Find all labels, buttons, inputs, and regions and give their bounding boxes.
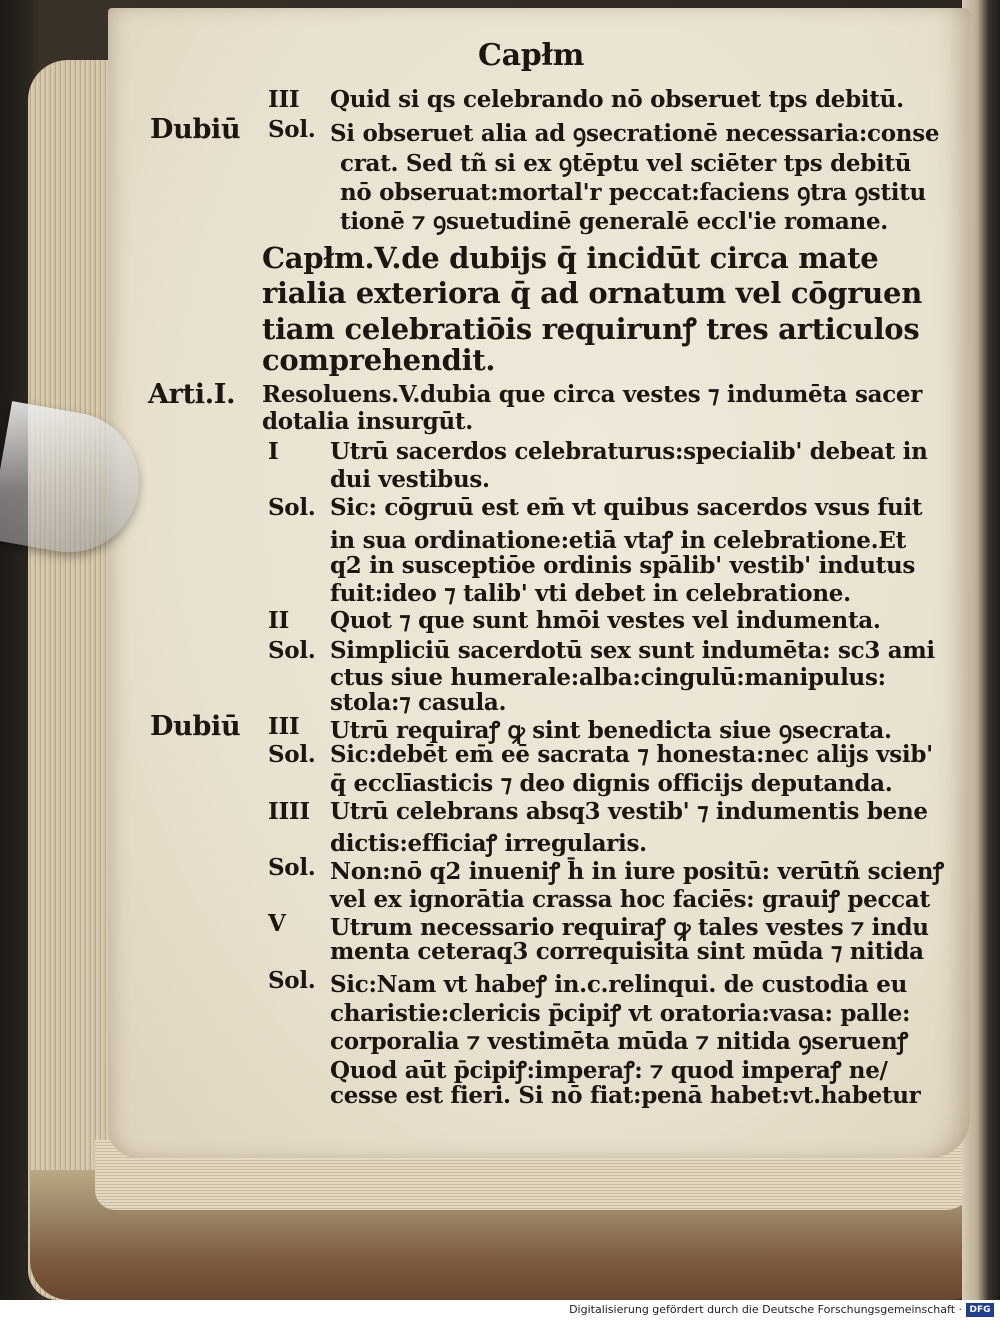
chapter-heading-line: comprehendit. (262, 343, 496, 377)
text-line: Utrū celebrans absq3 vestib' ⁊ indumentis bene (330, 798, 928, 825)
text-line: corporalia ⁊ vestimēta mūda ⁊ nitida ꝯseruenꝭ (330, 1028, 908, 1055)
footer-credit: Digitalisierung gefördert durch die Deutsche Forschungsgemeinschaft · (569, 1303, 962, 1316)
text-line: crat. Sed tñ si ex ꝯtēptu vel sciēter tps debitū (340, 150, 912, 177)
chapter-heading-line: Capłm.V.de dubijs q̄ incidūt circa mate (262, 241, 879, 275)
text-line: fuit:ideo ⁊ talib' vti debet in celebratione. (330, 580, 851, 607)
text-line: q2 in susceptiōe ordinis spālib' vestib' indutus (330, 552, 916, 579)
dfg-logo: DFG (966, 1303, 994, 1317)
footer-bar (0, 1300, 1000, 1321)
margin-note: Arti.I. (148, 379, 236, 410)
margin-note: Dubiū (150, 114, 241, 145)
text-line: in sua ordinatione:etiā vtaꝭ in celebratione.Et (330, 527, 906, 554)
text-line: cesse est fieri. Si nō fiat:penā habet:vt.habetur (330, 1082, 921, 1109)
line-number: V (268, 910, 286, 937)
text-line: Sic:debēt em̄ eē sacrata ⁊ honesta:nec alijs vsib' (330, 741, 933, 768)
text-line: Si obseruet alia ad ꝯsecrationē necessaria:conse (330, 120, 940, 147)
text-line: dotalia insurgūt. (262, 408, 473, 435)
text-line: Utrum necessario requiraꝭ ꝙ tales vestes ⁊ indu (330, 914, 929, 941)
chapter-heading-line: rialia exteriora q̄ ad ornatum vel cōgruen (262, 276, 922, 310)
margin-note: Dubiū (150, 711, 241, 742)
line-number: III (268, 86, 300, 113)
text-line: Utrū sacerdos celebraturus:specialib' debeat in (330, 438, 928, 465)
text-line: q̄ ecclīasticis ⁊ deo dignis officijs deputanda. (330, 770, 893, 797)
text-line: Non:nō q2 inueniꝭ h̄ in iure positū: verūtñ scienꝭ (330, 858, 944, 885)
line-number: IIII (268, 798, 310, 825)
text-line: vel ex ignorātia crassa hoc faciēs: grauiꝭ peccat (330, 886, 930, 913)
text-line: Utrū requiraꝭ ꝙ sint benedicta siue ꝯsecrata. (330, 717, 892, 744)
text-line: Sic: cōgruū est em̄ vt quibus sacerdos vsus fuit (330, 494, 923, 521)
text-line: charistie:clericis p̄cipiꝭ vt oratoria:vasa: palle: (330, 1000, 911, 1027)
text-line: menta ceteraq3 correquisita sint mūda ⁊ nitida (330, 938, 924, 965)
text-line: dictis:efficiaꝭ irregularis. (330, 830, 647, 857)
text-line: stola:⁊ casula. (330, 689, 507, 716)
running-head: Capłm (478, 38, 585, 73)
chapter-heading-line: tiam celebratiōis requirunꝭ tres articulos (262, 312, 920, 346)
text-line: nō obseruat:mortal'r peccat:faciens ꝯtra ꝯstitu (340, 179, 926, 206)
line-number: III (268, 713, 300, 740)
text-line: Sic:Nam vt habeꝭ in.c.relinqui. de custodia eu (330, 971, 907, 998)
line-number: II (268, 607, 289, 634)
line-number: Sol. (268, 116, 316, 143)
line-number: Sol. (268, 967, 316, 994)
text-line: Quot ⁊ que sunt hmōi vestes vel indumenta. (330, 607, 881, 634)
line-number: Sol. (268, 741, 316, 768)
text-line: Simpliciū sacerdotū sex sunt indumēta: sc3 ami (330, 637, 935, 664)
text-line: ctus siue humerale:alba:cingulū:manipulus: (330, 664, 886, 691)
text-line: dui vestibus. (330, 466, 490, 493)
text-line: Quod aūt p̄cipiꝭ:imperaꝭ: ⁊ quod imperaꝭ ne/ (330, 1057, 888, 1084)
line-number: Sol. (268, 854, 316, 881)
text-line: tionē ⁊ ꝯsuetudinē generalē eccl'ie romane. (340, 208, 888, 235)
text-line: Resoluens.V.dubia que circa vestes ⁊ indumēta sacer (262, 381, 923, 408)
line-number: Sol. (268, 637, 316, 664)
line-number: Sol. (268, 494, 316, 521)
line-number: I (268, 438, 279, 465)
text-line: Quid si qs celebrando nō obseruet tps debitū. (330, 86, 904, 113)
